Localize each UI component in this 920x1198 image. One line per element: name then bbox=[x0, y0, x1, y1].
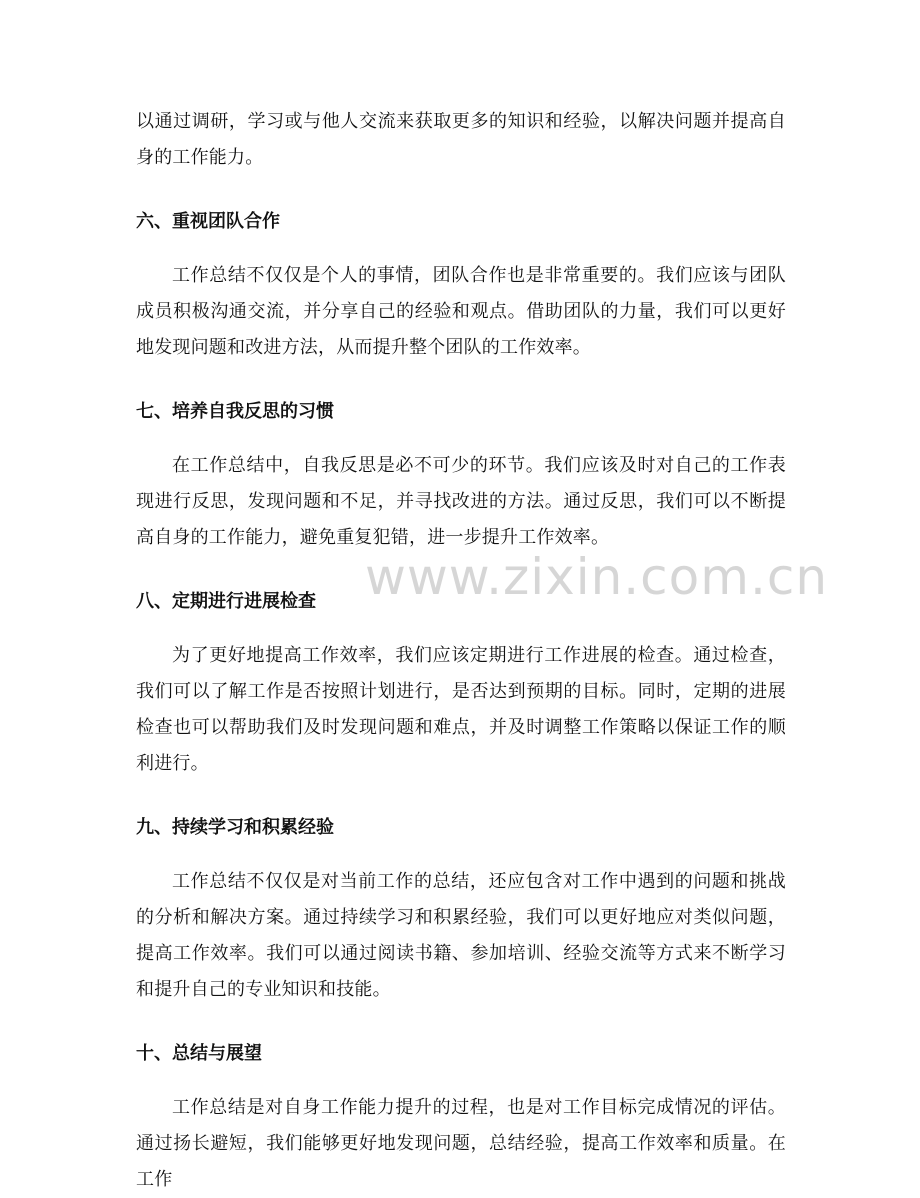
section-paragraph-9: 工作总结不仅仅是对当前工作的总结，还应包含对工作中遇到的问题和挑战的分析和解决方案。通过持续学习和积累经验，我们可以更好地应对类似问题，提高工作效率。我们可以通过阅读书籍、参加培训、经验交流等方式来不断学习和提升自己的专业知识和技能。 bbox=[136, 871, 786, 1000]
intro-paragraph: 以通过调研，学习或与他人交流来获取更多的知识和经验，以解决问题并提高自身的工作能力。 bbox=[136, 111, 786, 168]
section-heading-6: 六、重视团队合作 bbox=[136, 211, 280, 232]
section-paragraph-8: 为了更好地提高工作效率，我们应该定期进行工作进展的检查。通过检查，我们可以了解工作是否按照计划进行，是否达到预期的目标。同时，定期的进展检查也可以帮助我们及时发现问题和难点，并及时调整工作策略以保证工作的顺利进行。 bbox=[136, 645, 786, 774]
section-heading-8: 八、定期进行进展检查 bbox=[136, 591, 316, 612]
section-paragraph-6: 工作总结不仅仅是个人的事情，团队合作也是非常重要的。我们应该与团队成员积极沟通交流，并分享自己的经验和观点。借助团队的力量，我们可以更好地发现问题和改进方法，从而提升整个团队的工作效率。 bbox=[136, 265, 786, 358]
section-heading-10: 十、总结与展望 bbox=[136, 1043, 262, 1064]
section-paragraph-7: 在工作总结中，自我反思是必不可少的环节。我们应该及时对自己的工作表现进行反思，发现问题和不足，并寻找改进的方法。通过反思，我们可以不断提高自身的工作能力，避免重复犯错，进一步提升工作效率。 bbox=[136, 455, 786, 548]
section-heading-9: 九、持续学习和积累经验 bbox=[136, 817, 334, 838]
section-heading-7: 七、培养自我反思的习惯 bbox=[136, 401, 334, 422]
section-paragraph-10: 工作总结是对自身工作能力提升的过程，也是对工作目标完成情况的评估。通过扬长避短，我们能够更好地发现问题，总结经验，提高工作效率和质量。在工作 bbox=[136, 1097, 786, 1190]
watermark: www.zixin.com.cn bbox=[365, 548, 829, 606]
document-page bbox=[136, 104, 786, 1198]
